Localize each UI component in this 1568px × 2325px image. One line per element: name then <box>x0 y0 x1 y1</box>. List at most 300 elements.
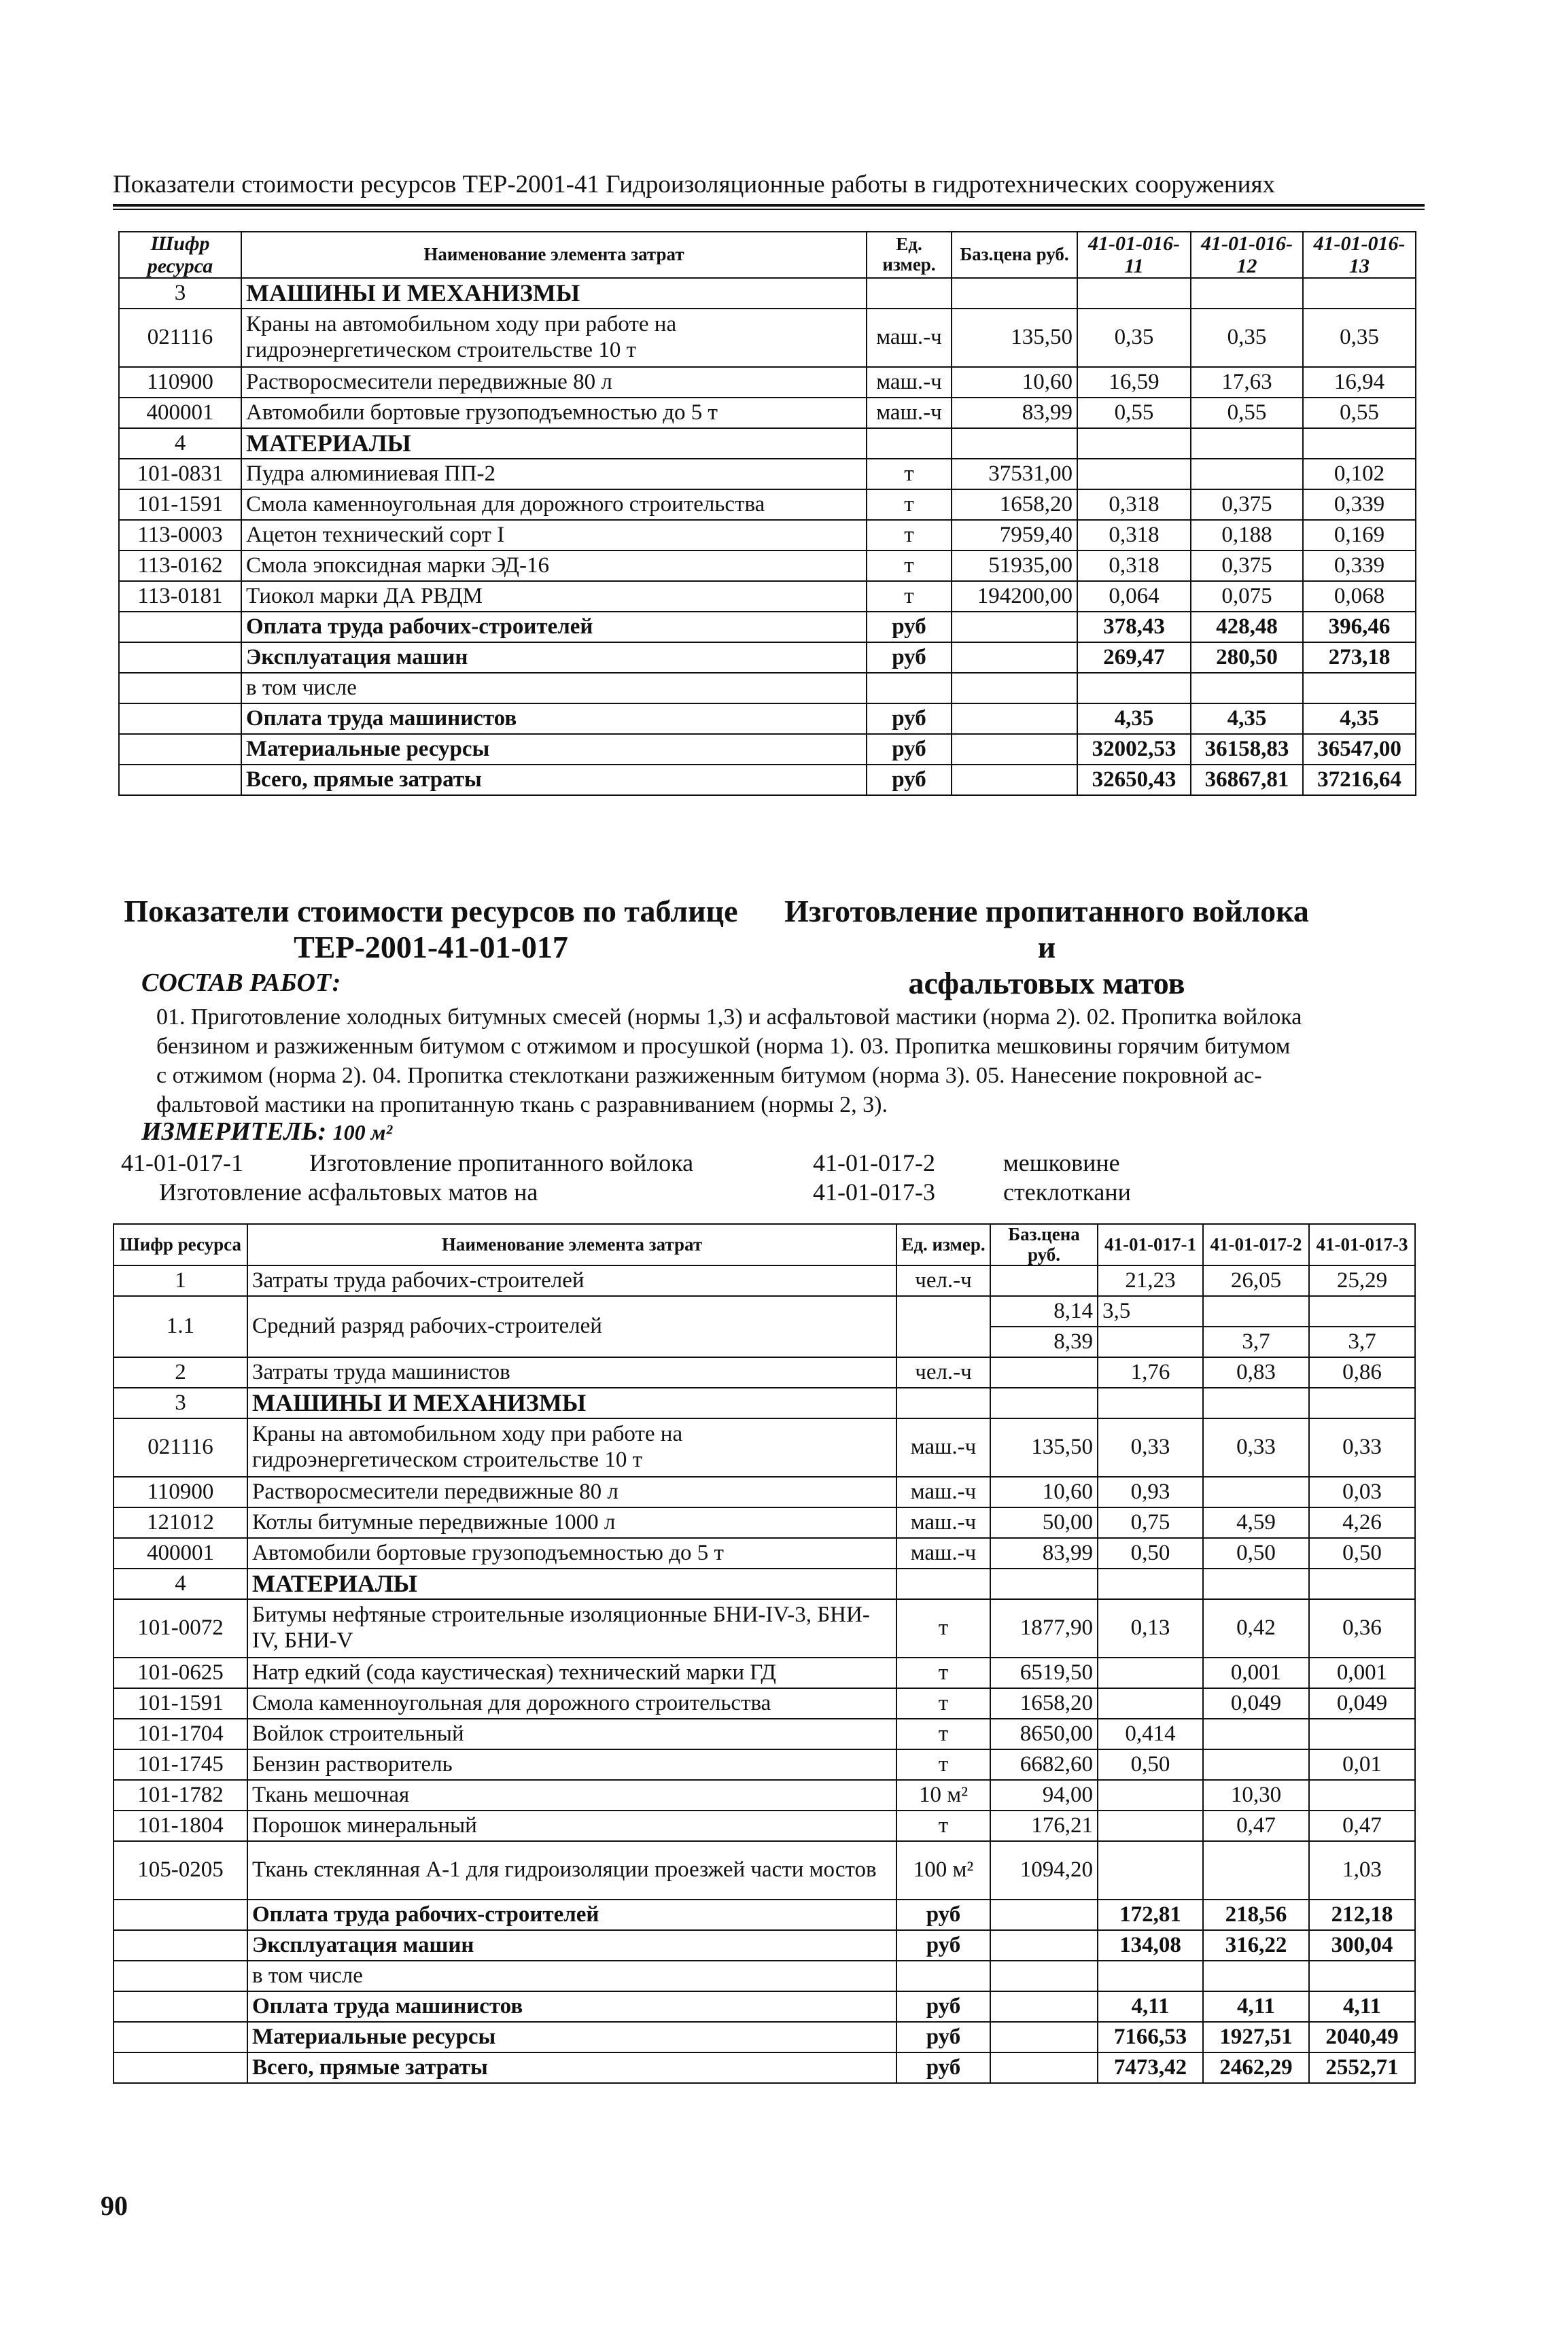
cell-unit: руб <box>867 642 952 673</box>
cell-name: Затраты труда рабочих-строителей <box>247 1265 896 1296</box>
table-row <box>119 489 1416 520</box>
cell-value: 26,05 <box>1203 1265 1309 1296</box>
cell-value: 4,11 <box>1203 1991 1309 2022</box>
cell-value: 0,33 <box>1203 1418 1309 1477</box>
cell-value <box>1309 1719 1415 1749</box>
table-row <box>119 550 1416 581</box>
cell-value <box>1098 1780 1203 1811</box>
cell-unit: руб <box>896 1991 990 2022</box>
cell-price: 37531,00 <box>952 459 1077 489</box>
cell-unit: т <box>896 1688 990 1719</box>
work-line: 01. Приготовление холодных битумных смесей (нормы 1,3) и асфальтовой мастики (норма 2). 02. Пропитка войлока <box>156 1004 1302 1030</box>
table-row <box>114 1900 1415 1930</box>
cell-name: Краны на автомобильном ходу при работе на гидроэнергетическом строительстве 10 т <box>247 1418 896 1477</box>
cell-value: 212,18 <box>1309 1900 1415 1930</box>
table-row <box>114 1388 1415 1418</box>
cell-unit: т <box>896 1749 990 1780</box>
resource-table-017 <box>113 1223 1416 2084</box>
cell-value: 0,55 <box>1303 398 1416 428</box>
table-row <box>119 398 1416 428</box>
table-row <box>119 612 1416 642</box>
cell-code: 2 <box>114 1357 247 1388</box>
cell-value: 0,33 <box>1309 1418 1415 1477</box>
cell-value: 300,04 <box>1309 1930 1415 1961</box>
cell-price <box>952 642 1077 673</box>
table-header-row <box>114 1224 1415 1265</box>
table-row <box>114 1749 1415 1780</box>
cell-code: 105-0205 <box>114 1841 247 1900</box>
cell-price <box>990 1388 1098 1418</box>
table-row <box>114 1599 1415 1658</box>
page-number: 90 <box>101 2190 128 2221</box>
cell-code: 110900 <box>119 367 241 398</box>
table-row <box>114 1719 1415 1749</box>
cell-value <box>1309 1296 1415 1327</box>
table-row <box>114 1688 1415 1719</box>
cell-price: 8,39 <box>990 1327 1098 1357</box>
cell-value: 0,188 <box>1191 520 1303 550</box>
cell-unit: руб <box>896 2052 990 2083</box>
cell-price <box>952 765 1077 795</box>
cell-code: 110900 <box>114 1477 247 1507</box>
cell-value <box>1203 1719 1309 1749</box>
table-row <box>114 1811 1415 1841</box>
cell-unit: руб <box>896 2022 990 2052</box>
cell-price <box>990 1930 1098 1961</box>
cell-price: 6682,60 <box>990 1749 1098 1780</box>
cell-code <box>119 673 241 703</box>
col-header-code: Шифр ресурса <box>114 1224 247 1265</box>
table-row <box>119 367 1416 398</box>
cell-value: 0,35 <box>1077 309 1191 367</box>
cell-value <box>1098 1688 1203 1719</box>
cell-price <box>990 2022 1098 2052</box>
table-row <box>114 1991 1415 2022</box>
cell-value: 3,7 <box>1203 1327 1309 1357</box>
cell-code: 4 <box>114 1569 247 1599</box>
table-body <box>114 1265 1415 2083</box>
cell-value: 273,18 <box>1303 642 1416 673</box>
table-row <box>114 2052 1415 2083</box>
cell-price <box>990 1961 1098 1991</box>
work-line: фальтовой мастики на пропитанную ткань с разравниванием (нормы 2, 3). <box>156 1092 888 1117</box>
cell-name: Затраты труда машинистов <box>247 1357 896 1388</box>
cell-code: 1.1 <box>114 1296 247 1357</box>
cell-value: 0,169 <box>1303 520 1416 550</box>
cell-code: 3 <box>114 1388 247 1418</box>
table-row <box>119 581 1416 612</box>
measure-value: 100 м² <box>332 1120 393 1144</box>
table-row <box>119 278 1416 309</box>
col-header-name: Наименование элемента затрат <box>241 232 867 278</box>
cell-value <box>1309 1780 1415 1811</box>
cell-code <box>119 612 241 642</box>
cell-value <box>1203 1841 1309 1900</box>
cell-name: Растворосмесители передвижные 80 л <box>241 367 867 398</box>
cell-unit: т <box>867 459 952 489</box>
cell-value <box>1309 1961 1415 1991</box>
cell-code <box>119 703 241 734</box>
variant-text-1: Изготовление пропитанного войлока <box>309 1149 694 1176</box>
cell-name: Растворосмесители передвижные 80 л <box>247 1477 896 1507</box>
cell-value: 2040,49 <box>1309 2022 1415 2052</box>
work-line: бензином и разжиженным битумом с отжимом и просушкой (норма 1). 03. Пропитка мешковины горячим битумом <box>156 1034 1291 1059</box>
cell-name: Автомобили бортовые грузоподъемностью до 5 т <box>241 398 867 428</box>
cell-value <box>1098 1811 1203 1841</box>
cell-value: 0,318 <box>1077 520 1191 550</box>
variant-text-3: стеклоткани <box>1003 1178 1131 1206</box>
cell-unit: т <box>867 520 952 550</box>
cell-code: 101-1782 <box>114 1780 247 1811</box>
cell-value: 0,01 <box>1309 1749 1415 1780</box>
cell-value <box>1191 459 1303 489</box>
variant-text-2: мешковине <box>1003 1149 1120 1176</box>
cell-value <box>1098 1658 1203 1688</box>
cell-value <box>1098 1569 1203 1599</box>
cell-code: 101-0831 <box>119 459 241 489</box>
cell-name: Ткань стеклянная А-1 для гидроизоляции проезжей части мостов <box>247 1841 896 1900</box>
cell-value: 0,375 <box>1191 489 1303 520</box>
table-row <box>119 673 1416 703</box>
cell-code: 121012 <box>114 1507 247 1538</box>
cell-value <box>1309 1569 1415 1599</box>
cell-price: 51935,00 <box>952 550 1077 581</box>
table-row <box>114 1961 1415 1991</box>
cell-price <box>990 1900 1098 1930</box>
table-row <box>114 1507 1415 1538</box>
cell-name: Пудра алюминиевая ПП-2 <box>241 459 867 489</box>
cell-value: 0,42 <box>1203 1599 1309 1658</box>
cell-value: 0,36 <box>1309 1599 1415 1658</box>
work-composition-label: СОСТАВ РАБОТ: <box>141 968 341 997</box>
cell-value: 1927,51 <box>1203 2022 1309 2052</box>
section-title-line: асфальтовых матов <box>908 965 1185 1000</box>
cell-name: Тиокол марки ДА РВДМ <box>241 581 867 612</box>
cell-name: Бензин растворитель <box>247 1749 896 1780</box>
table-row <box>119 703 1416 734</box>
cell-price <box>990 1357 1098 1388</box>
cell-name: Битумы нефтяные строительные изоляционные БНИ-IV-3, БНИ-IV, БНИ-V <box>247 1599 896 1658</box>
cell-value: 0,414 <box>1098 1719 1203 1749</box>
cell-value: 4,59 <box>1203 1507 1309 1538</box>
table-row <box>119 642 1416 673</box>
cell-code: 113-0162 <box>119 550 241 581</box>
cell-value <box>1077 459 1191 489</box>
work-composition-text <box>156 1002 1414 1119</box>
cell-value: 0,93 <box>1098 1477 1203 1507</box>
cell-value: 4,35 <box>1191 703 1303 734</box>
cell-unit: т <box>867 581 952 612</box>
col-header-price: Баз.цена руб. <box>990 1224 1098 1265</box>
cell-value: 0,86 <box>1309 1357 1415 1388</box>
table-row <box>119 309 1416 367</box>
cell-value: 0,064 <box>1077 581 1191 612</box>
cell-value: 3,7 <box>1309 1327 1415 1357</box>
cell-value: 378,43 <box>1077 612 1191 642</box>
cell-value: 36158,83 <box>1191 734 1303 765</box>
cell-value: 0,50 <box>1203 1538 1309 1569</box>
cell-value <box>1098 1961 1203 1991</box>
cell-unit: маш.-ч <box>896 1477 990 1507</box>
cell-price: 10,60 <box>990 1477 1098 1507</box>
col-header-unit: Ед. измер. <box>867 232 952 278</box>
cell-name: Средний разряд рабочих-строителей <box>247 1296 896 1357</box>
cell-price <box>952 278 1077 309</box>
cell-unit: руб <box>867 703 952 734</box>
cell-value: 316,22 <box>1203 1930 1309 1961</box>
cell-value <box>1077 673 1191 703</box>
cell-value: 0,35 <box>1303 309 1416 367</box>
cell-value <box>1303 673 1416 703</box>
cell-name: Оплата труда машинистов <box>247 1991 896 2022</box>
cell-value: 7166,53 <box>1098 2022 1203 2052</box>
cell-price <box>952 673 1077 703</box>
cell-unit: маш.-ч <box>896 1507 990 1538</box>
cell-value: 0,75 <box>1098 1507 1203 1538</box>
cell-value: 0,068 <box>1303 581 1416 612</box>
cell-value: 269,47 <box>1077 642 1191 673</box>
cell-value: 17,63 <box>1191 367 1303 398</box>
cell-price <box>952 428 1077 459</box>
cell-value: 0,339 <box>1303 489 1416 520</box>
cell-name: Котлы битумные передвижные 1000 л <box>247 1507 896 1538</box>
cell-value: 172,81 <box>1098 1900 1203 1930</box>
cell-unit: маш.-ч <box>896 1538 990 1569</box>
cell-price: 94,00 <box>990 1780 1098 1811</box>
cell-value <box>1309 1388 1415 1418</box>
cell-name: Эксплуатация машин <box>247 1930 896 1961</box>
cell-name: Смола каменноугольная для дорожного строительства <box>247 1688 896 1719</box>
variant-text-0: Изготовление асфальтовых матов на <box>159 1178 538 1206</box>
cell-value <box>1098 1841 1203 1900</box>
cell-price: 8,14 <box>990 1296 1098 1327</box>
cell-value <box>1098 1327 1203 1357</box>
cell-value: 16,94 <box>1303 367 1416 398</box>
col-header-price: Баз.цена руб. <box>952 232 1077 278</box>
cell-code: 101-1591 <box>114 1688 247 1719</box>
cell-value: 0,339 <box>1303 550 1416 581</box>
cell-value: 0,001 <box>1203 1658 1309 1688</box>
cell-price: 1877,90 <box>990 1599 1098 1658</box>
cell-value: 0,50 <box>1098 1749 1203 1780</box>
cell-unit: маш.-ч <box>896 1418 990 1477</box>
cell-value: 36547,00 <box>1303 734 1416 765</box>
cell-value: 0,50 <box>1309 1538 1415 1569</box>
col-header-norm-3: 41-01-017-3 <box>1309 1224 1415 1265</box>
cell-unit <box>867 428 952 459</box>
cell-unit: чел.-ч <box>896 1265 990 1296</box>
cell-value <box>1303 278 1416 309</box>
cell-code: 101-0072 <box>114 1599 247 1658</box>
cell-value: 0,35 <box>1191 309 1303 367</box>
section-title-line: Показатели стоимости ресурсов по таблице <box>124 894 738 928</box>
cell-value: 280,50 <box>1191 642 1303 673</box>
cell-price: 176,21 <box>990 1811 1098 1841</box>
cell-unit: т <box>896 1811 990 1841</box>
cell-code: 101-1591 <box>119 489 241 520</box>
cell-name: Оплата труда рабочих-строителей <box>247 1900 896 1930</box>
cell-code <box>114 1991 247 2022</box>
cell-unit <box>867 673 952 703</box>
cell-name: Ткань мешочная <box>247 1780 896 1811</box>
variant-code-3: 41-01-017-3 <box>813 1178 935 1206</box>
cell-price <box>990 1569 1098 1599</box>
cell-price: 135,50 <box>952 309 1077 367</box>
table-row <box>114 1930 1415 1961</box>
measure-label-group <box>141 1117 392 1147</box>
cell-price: 194200,00 <box>952 581 1077 612</box>
cell-value <box>1191 278 1303 309</box>
cell-unit <box>896 1388 990 1418</box>
cell-unit: маш.-ч <box>867 367 952 398</box>
cell-value: 1,76 <box>1098 1357 1203 1388</box>
cell-name: Автомобили бортовые грузоподъемностью до 5 т <box>247 1538 896 1569</box>
cell-value <box>1191 428 1303 459</box>
cell-code: 101-0625 <box>114 1658 247 1688</box>
cell-value: 0,03 <box>1309 1477 1415 1507</box>
cell-name: Смола эпоксидная марки ЭД-16 <box>241 550 867 581</box>
col-header-norm-1: 41-01-017-1 <box>1098 1224 1203 1265</box>
cell-value: 4,35 <box>1303 703 1416 734</box>
cell-name: Всего, прямые затраты <box>247 2052 896 2083</box>
cell-value: 7473,42 <box>1098 2052 1203 2083</box>
table-row <box>114 1418 1415 1477</box>
cell-unit: т <box>867 489 952 520</box>
cell-name: МАТЕРИАЛЫ <box>241 428 867 459</box>
cell-code: 3 <box>119 278 241 309</box>
cell-unit: руб <box>896 1930 990 1961</box>
resource-table-016 <box>118 231 1416 796</box>
variant-code-1: 41-01-017-1 <box>121 1149 243 1176</box>
cell-name: Смола каменноугольная для дорожного строительства <box>241 489 867 520</box>
cell-value <box>1203 1388 1309 1418</box>
cell-value: 32002,53 <box>1077 734 1191 765</box>
cell-unit <box>896 1569 990 1599</box>
cell-value: 10,30 <box>1203 1780 1309 1811</box>
cell-value <box>1098 1388 1203 1418</box>
cell-value: 32650,43 <box>1077 765 1191 795</box>
cell-value: 0,83 <box>1203 1357 1309 1388</box>
cell-unit: т <box>896 1599 990 1658</box>
work-line: с отжимом (норма 2). 04. Пропитка стеклоткани разжиженным битумом (норма 3). 05. Нанесение покровной ас- <box>156 1063 1262 1088</box>
table-row <box>119 765 1416 795</box>
cell-value: 37216,64 <box>1303 765 1416 795</box>
cell-code: 101-1745 <box>114 1749 247 1780</box>
cell-value: 0,50 <box>1098 1538 1203 1569</box>
cell-name: Материальные ресурсы <box>241 734 867 765</box>
table-row <box>114 1477 1415 1507</box>
cell-name: МАШИНЫ И МЕХАНИЗМЫ <box>247 1388 896 1418</box>
cell-code <box>114 1930 247 1961</box>
cell-value: 4,35 <box>1077 703 1191 734</box>
cell-unit <box>896 1296 990 1357</box>
cell-value <box>1203 1569 1309 1599</box>
cell-price <box>952 734 1077 765</box>
table-row <box>119 459 1416 489</box>
cell-value <box>1203 1749 1309 1780</box>
cell-unit: т <box>896 1719 990 1749</box>
table-row <box>114 1296 1415 1327</box>
cell-value: 25,29 <box>1309 1265 1415 1296</box>
table-row <box>119 520 1416 550</box>
measure-label: ИЗМЕРИТЕЛЬ: <box>141 1117 327 1146</box>
cell-value <box>1203 1961 1309 1991</box>
cell-value: 428,48 <box>1191 612 1303 642</box>
cell-unit: 10 м² <box>896 1780 990 1811</box>
cell-value: 3,5 <box>1098 1296 1203 1327</box>
cell-value <box>1203 1477 1309 1507</box>
cell-value: 0,318 <box>1077 550 1191 581</box>
cell-name: Порошок минеральный <box>247 1811 896 1841</box>
cell-unit: 100 м² <box>896 1841 990 1900</box>
cell-name: Ацетон технический сорт I <box>241 520 867 550</box>
cell-value: 0,375 <box>1191 550 1303 581</box>
cell-unit: чел.-ч <box>896 1357 990 1388</box>
cell-price: 7959,40 <box>952 520 1077 550</box>
cell-value: 36867,81 <box>1191 765 1303 795</box>
cell-unit: маш.-ч <box>867 309 952 367</box>
table-row <box>114 1569 1415 1599</box>
col-header-norm-2: 41-01-016-12 <box>1191 232 1303 278</box>
cell-value: 16,59 <box>1077 367 1191 398</box>
cell-value: 0,47 <box>1203 1811 1309 1841</box>
cell-unit: руб <box>867 765 952 795</box>
cell-code <box>119 765 241 795</box>
cell-price: 8650,00 <box>990 1719 1098 1749</box>
cell-code: 113-0003 <box>119 520 241 550</box>
cell-value: 21,23 <box>1098 1265 1203 1296</box>
cell-value: 0,001 <box>1309 1658 1415 1688</box>
cell-name: Материальные ресурсы <box>247 2022 896 2052</box>
page-header: Показатели стоимости ресурсов ТЕР-2001-41 Гидроизоляционные работы в гидротехнических сооружениях <box>113 171 1276 198</box>
cell-price <box>952 703 1077 734</box>
cell-value <box>1077 428 1191 459</box>
table-row <box>114 2022 1415 2052</box>
cell-name: МАТЕРИАЛЫ <box>247 1569 896 1599</box>
cell-price: 10,60 <box>952 367 1077 398</box>
cell-unit: т <box>867 550 952 581</box>
cell-value: 0,049 <box>1203 1688 1309 1719</box>
cell-value <box>1077 278 1191 309</box>
cell-value: 218,56 <box>1203 1900 1309 1930</box>
cell-value: 0,55 <box>1191 398 1303 428</box>
table-header-row <box>119 232 1416 278</box>
cell-price: 6519,50 <box>990 1658 1098 1688</box>
cell-code: 113-0181 <box>119 581 241 612</box>
cell-value: 0,33 <box>1098 1418 1203 1477</box>
cell-code: 4 <box>119 428 241 459</box>
col-header-unit: Ед. измер. <box>896 1224 990 1265</box>
cell-code <box>114 1961 247 1991</box>
cell-unit: руб <box>867 734 952 765</box>
table-row <box>114 1357 1415 1388</box>
cell-price <box>990 1265 1098 1296</box>
cell-value: 396,46 <box>1303 612 1416 642</box>
cell-code: 400001 <box>119 398 241 428</box>
cell-value: 0,102 <box>1303 459 1416 489</box>
section-title-line: ТЕР-2001-41-01-017 <box>294 929 568 964</box>
cell-value: 4,11 <box>1098 1991 1203 2022</box>
cell-code <box>119 734 241 765</box>
section-title-right <box>782 894 1312 1002</box>
col-header-code: Шифр ресурса <box>119 232 241 278</box>
cell-price: 83,99 <box>952 398 1077 428</box>
cell-name: Эксплуатация машин <box>241 642 867 673</box>
cell-price <box>952 612 1077 642</box>
cell-value: 2462,29 <box>1203 2052 1309 2083</box>
cell-code <box>114 2022 247 2052</box>
cell-code: 101-1704 <box>114 1719 247 1749</box>
